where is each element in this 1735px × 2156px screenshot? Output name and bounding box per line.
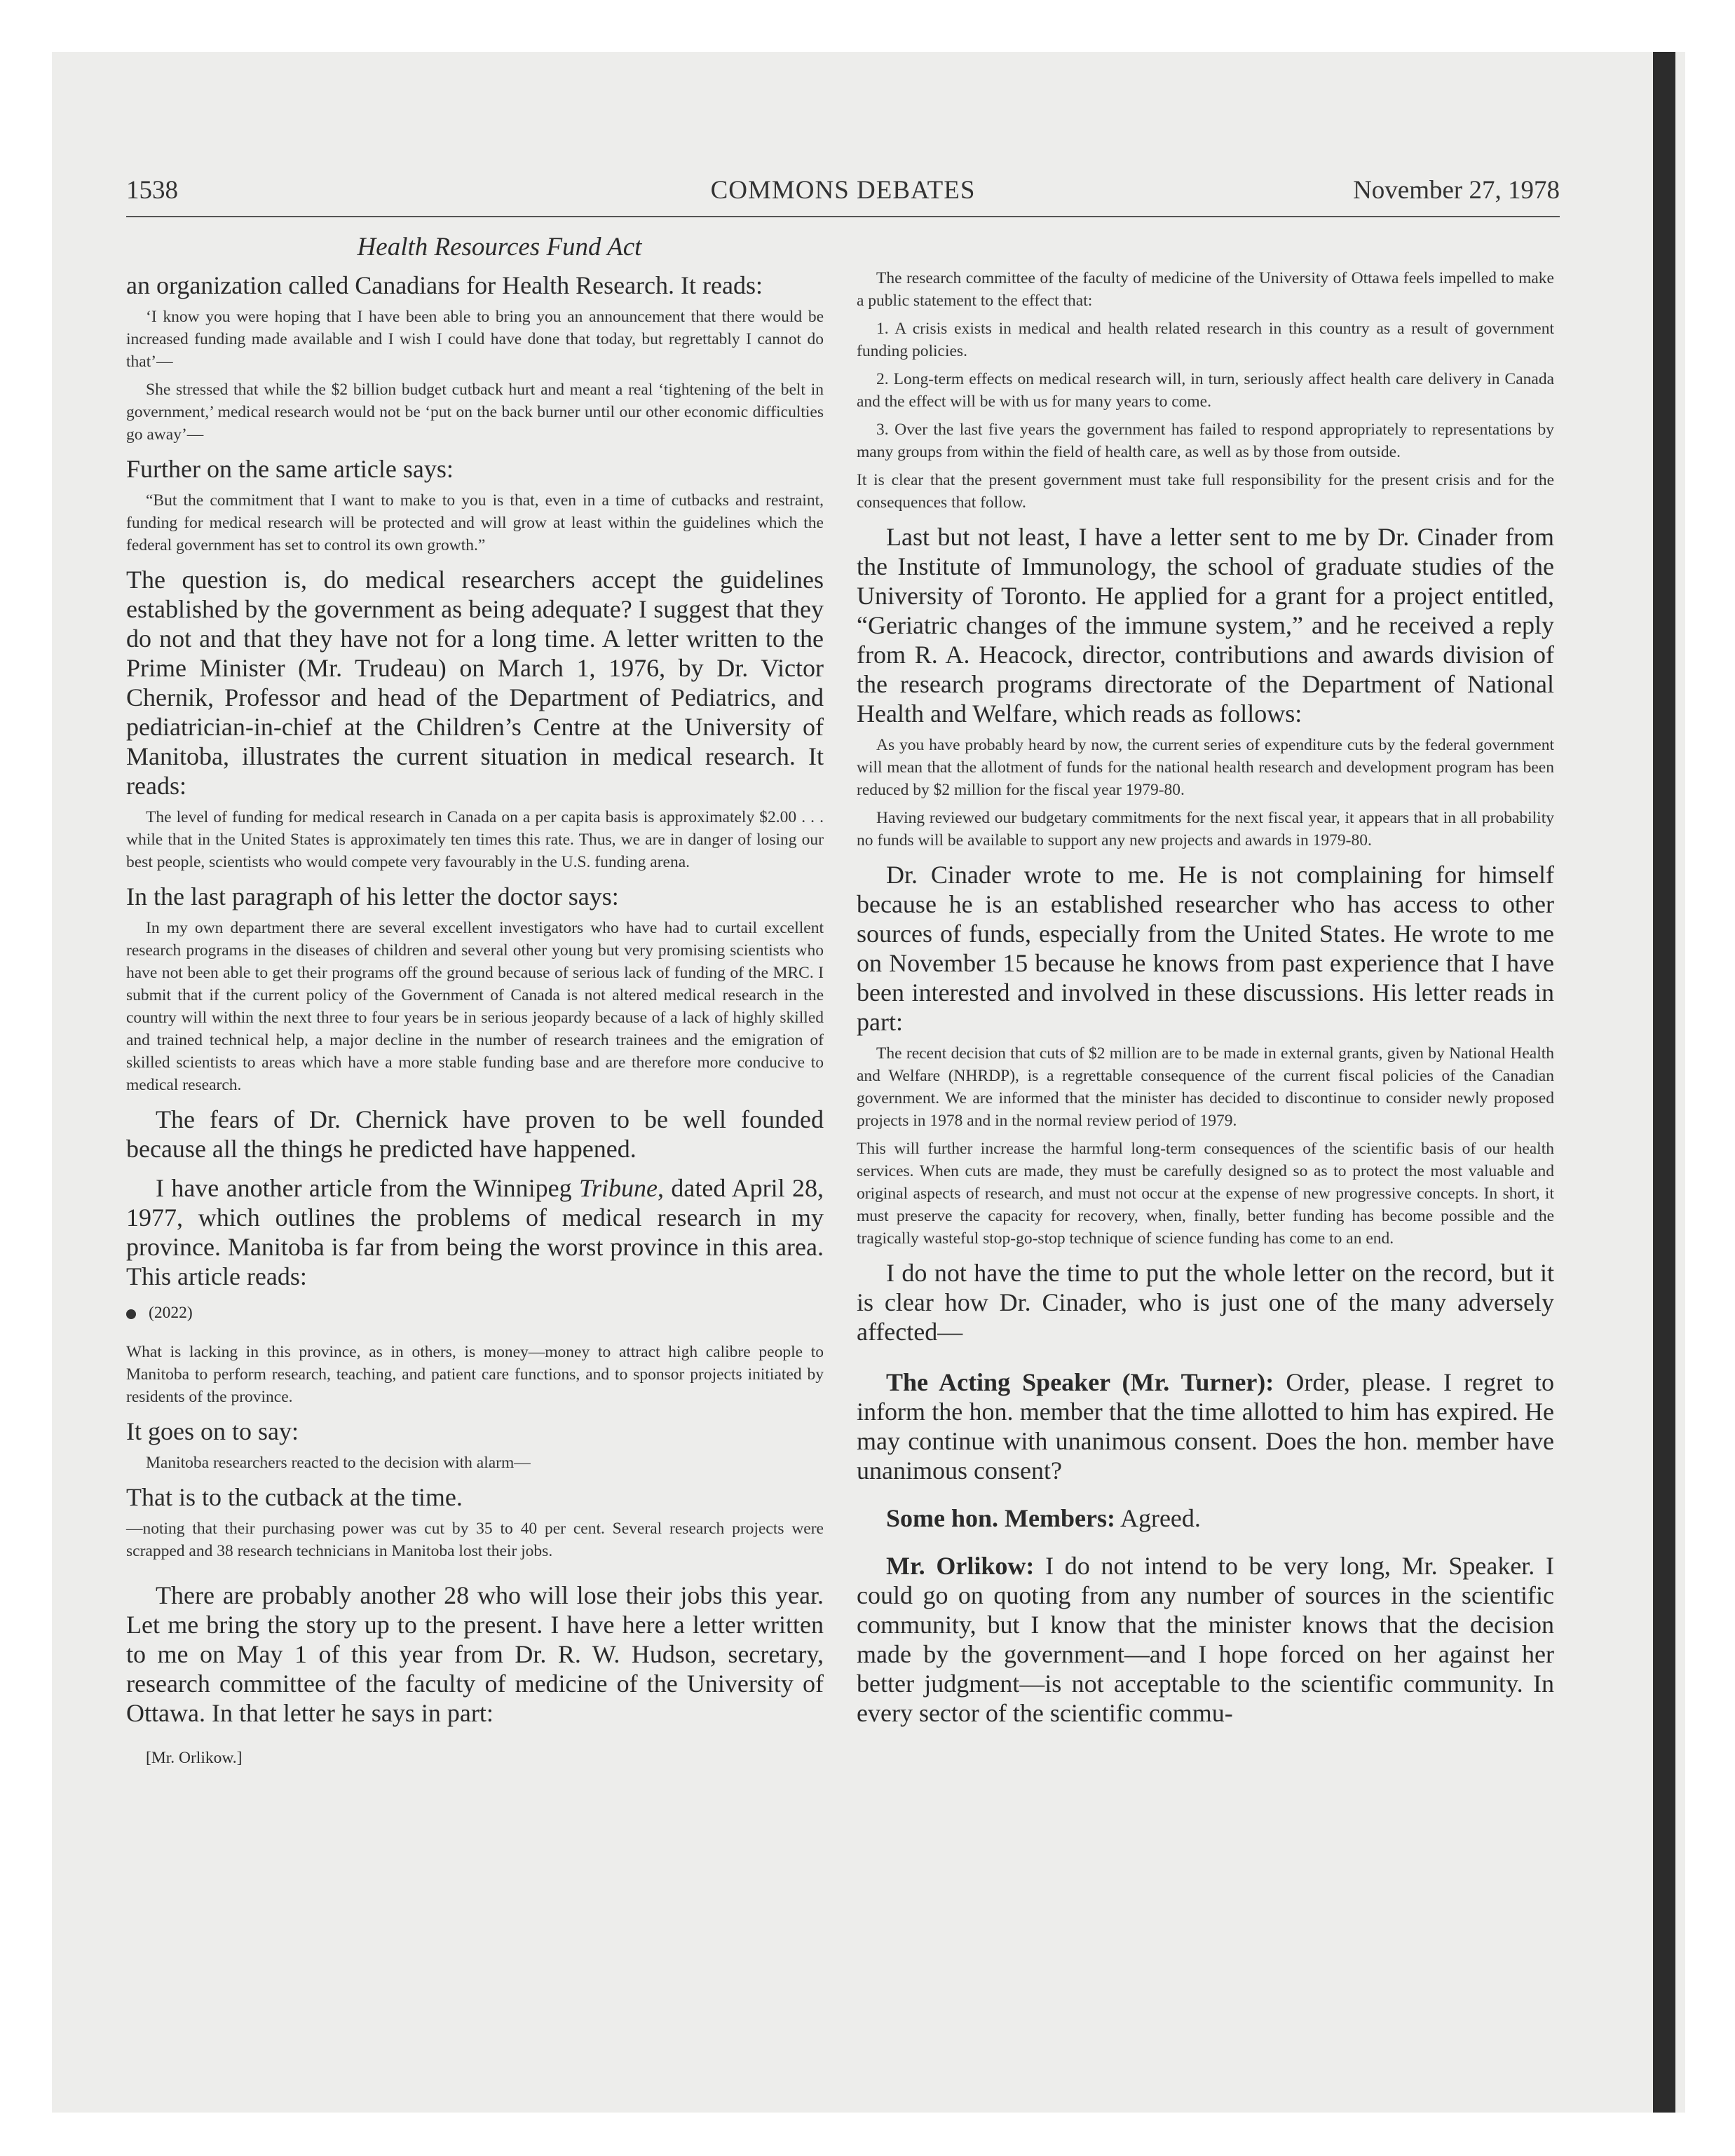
- publication-title: COMMONS DEBATES: [710, 176, 976, 205]
- quotation: The research committee of the faculty of medicine of the University of Ottawa feels impelled to make a public statement to the effect that:: [857, 269, 1554, 310]
- paragraph: That is to the cutback at the time.: [126, 1483, 463, 1511]
- quotation: Manitoba researchers reacted to the decision with alarm—: [146, 1454, 531, 1472]
- page-number: 1538: [126, 176, 178, 205]
- speaker-name: Some hon. Members:: [886, 1504, 1115, 1532]
- quotation: As you have probably heard by now, the current series of expenditure cuts by the federal government will mean that the allotment of funds for the national health research and development program has been reduced by $2 million for the fiscal year 1979-80.: [857, 736, 1554, 799]
- newspaper-name: Tribune: [579, 1174, 658, 1202]
- running-title: Health Resources Fund Act: [357, 233, 642, 261]
- speaker-name: Mr. Orlikow:: [886, 1552, 1035, 1580]
- quotation: She stressed that while the $2 billion budget cutback hurt and meant a real ‘tightening of the belt in government,’ medical research would not be ‘put on the back burner until our other economic difficulties go away’—: [126, 381, 824, 444]
- paragraph: I do not have the time to put the whole letter on the record, but it is clear how Dr. Cinader, who is just one of the many adversely affected—: [857, 1259, 1554, 1346]
- speaker-turn: Mr. Orlikow: I do not intend to be very long, Mr. Speaker. I could go on quoting from any number of sources in the scientific community, but I know that the minister knows that the decision made by the government—and I hope forced on her against her better judgment—is not acceptable to the scientific community. In every sector of the scientific commu-: [857, 1552, 1554, 1727]
- bullet-icon: [126, 1309, 136, 1319]
- paragraph: There are probably another 28 who will lose their jobs this year. Let me bring the story up to the present. I have here a letter written to me on May 1 of this year from Dr. R. W. Hudson, secretary, research committee of the faculty of medicine of the University of Ottawa. In that letter he says in part:: [126, 1581, 824, 1727]
- speaker-turn: The Acting Speaker (Mr. Turner): Order, please. I regret to inform the hon. member that the time allotted to him has expired. He may continue with unanimous consent. Does the hon. member have unanimous consent?: [857, 1368, 1554, 1485]
- quotation: The level of funding for medical research in Canada on a per capita basis is approximately $2.00 . . . while that in the United States is approximately ten times this rate. Thus, we are in danger of losing our best people, scientists who would compete very favourably in the U.S. funding arena.: [126, 808, 824, 871]
- quotation: What is lacking in this province, as in others, is money—money to attract high calibre people to Manitoba to perform research, teaching, and patient care functions, and to sponsor projects initiated by residents of the province.: [126, 1343, 824, 1406]
- paragraph: In the last paragraph of his letter the doctor says:: [126, 882, 619, 910]
- quotation: It is clear that the present government must take full responsibility for the present crisis and for the consequences that follow.: [857, 471, 1554, 512]
- quotation: The recent decision that cuts of $2 million are to be made in external grants, given by National Health and Welfare (NHRDP), is a regrettable consequence of the current fiscal policies of the Canadian government. We are informed that the minister has decided to discontinue to consider newly proposed projects in 1978 and in the normal review period of 1979.: [857, 1044, 1554, 1130]
- quotation: Having reviewed our budgetary commitments for the next fiscal year, it appears that in all probability no funds will be available to support any new projects and awards in 1979-80.: [857, 809, 1554, 850]
- quotation: 1. A crisis exists in medical and health related research in this country as a result of government funding policies.: [857, 320, 1554, 360]
- page-header: [126, 175, 1560, 217]
- quotation: This will further increase the harmful long-term consequences of the scientific basis of our health services. When cuts are made, they must be carefully designed so as to protect the most valuable and original aspects of research, and must not occur at the expense of new progressive concepts. In short, it must preserve the capacity for recovery, when, finally, better funding has become possible and the tragically wasteful stop-go-stop technique of science funding has come to an end.: [857, 1140, 1554, 1248]
- binding-edge: [1653, 52, 1675, 2113]
- quotation: ‘I know you were hoping that I have been able to bring you an announcement that there would be increased funding made available and I wish I could have done that today, but regrettably I cannot do that’—: [126, 308, 824, 371]
- right-column: [857, 228, 1554, 1728]
- quotation: 2. Long-term effects on medical research will, in turn, seriously affect health care delivery in Canada and the effect will be with us for many years to come.: [857, 370, 1554, 411]
- paragraph: Last but not least, I have a letter sent to me by Dr. Cinader from the Institute of Immunology, the school of graduate studies of the University of Toronto. He applied for a grant for a project entitled, “Geriatric changes of the immune system,” and he received a reply from R. A. Heacock, director, contributions and awards division of the research programs directorate of the Department of National Health and Welfare, which reads as follows:: [857, 523, 1554, 728]
- quotation: —noting that their purchasing power was cut by 35 to 40 per cent. Several research projects were scrapped and 38 research technicians in Manitoba lost their jobs.: [126, 1520, 824, 1560]
- speaker-turn: Some hon. Members: Agreed.: [886, 1504, 1201, 1532]
- time-marker: (2022): [126, 1304, 824, 1323]
- quotation: In my own department there are several excellent investigators who have had to curtail excellent research programs in the diseases of children and several other young but very promising scientists who have not been able to get their programs off the ground because of serious lack of funding of the MRC. I submit that if the current policy of the Government of Canada is not altered medical research in the country will within the next three to four years be in serious jeopardy because of a lack of highly skilled and trained technical help, a major decline in the number of research trainees and the emigration of skilled scientists to areas which have a more stable funding base and are therefore more conducive to medical research.: [126, 919, 824, 1094]
- paragraph: The fears of Dr. Chernick have proven to be well founded because all the things he predicted have happened.: [126, 1105, 824, 1163]
- left-column: [126, 228, 824, 1768]
- paragraph: The question is, do medical researchers accept the guidelines established by the government as being adequate? I suggest that they do not and that they have not for a long time. A letter written to the Prime Minister (Mr. Trudeau) on March 1, 1976, by Dr. Victor Chernik, Professor and head of the Department of Pediatrics, and pediatrician-in-chief at the Children’s Centre at the University of Manitoba, illustrates the current situation in medical research. It reads:: [126, 566, 824, 800]
- paragraph: Further on the same article says:: [126, 455, 454, 483]
- speaker-attribution: [Mr. Orlikow.]: [146, 1749, 243, 1767]
- paragraph: It goes on to say:: [126, 1417, 299, 1445]
- paragraph: an organization called Canadians for Health Research. It reads:: [126, 271, 763, 299]
- paragraph: I have another article from the Winnipeg Tribune, dated April 28, 1977, which outlines the problems of medical research in my province. Manitoba is far from being the worst province in this area. This article reads:: [126, 1174, 824, 1290]
- page-date: November 27, 1978: [1353, 176, 1560, 205]
- speaker-name: The Acting Speaker (Mr. Turner):: [886, 1368, 1274, 1396]
- quotation: 3. Over the last five years the government has failed to respond appropriately to representations by many groups from within the field of health care, as well as by those from outside.: [857, 421, 1554, 461]
- quotation: “But the commitment that I want to make to you is that, even in a time of cutbacks and restraint, funding for medical research will be protected and will grow at least within the guidelines which the federal government has set to control its own growth.”: [126, 491, 824, 554]
- paragraph: Dr. Cinader wrote to me. He is not complaining for himself because he is an established researcher who has access to other sources of funds, especially from the United States. He wrote to me on November 15 because he knows from past experience that I have been interested and involved in these discussions. His letter reads in part:: [857, 861, 1554, 1036]
